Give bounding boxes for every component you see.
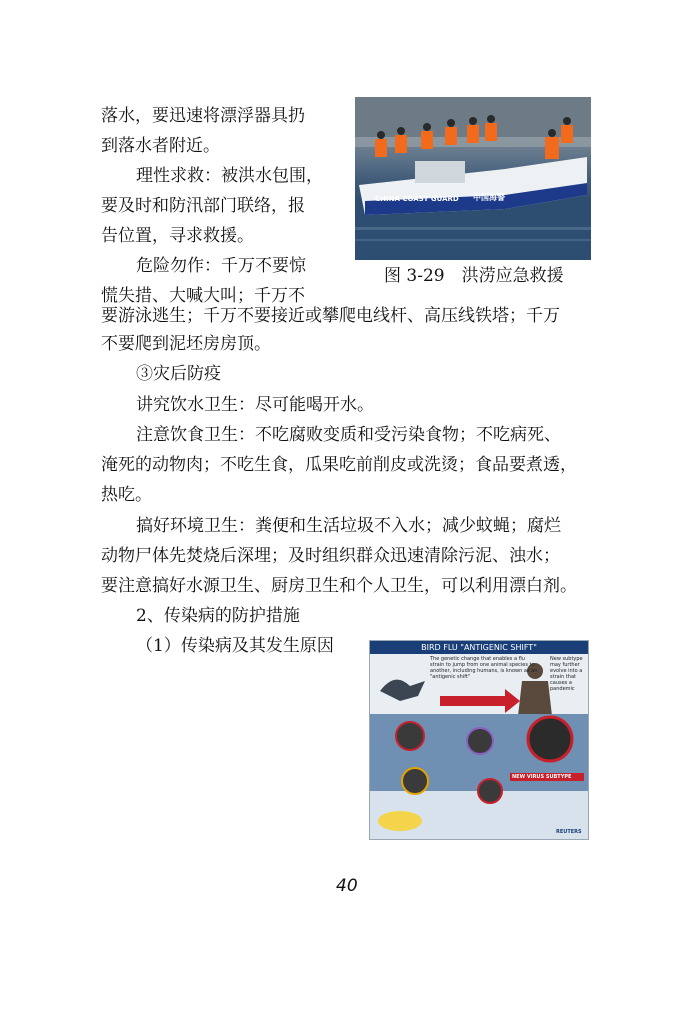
text-line: 讲究饮水卫生：尽可能喝开水。 <box>136 395 374 415</box>
text-line: 告位置，寻求救援。 <box>101 226 254 246</box>
text-line: 淹死的动物肉；不吃生食，瓜果吃前削皮或洗烫；食品要煮透， <box>101 455 577 475</box>
text-line: 不要爬到泥坯房房顶。 <box>101 334 271 354</box>
text-line: 理性求救：被洪水包围， <box>136 166 323 186</box>
text-line: 注意饮食卫生：不吃腐败变质和受污染食物；不吃病死、 <box>136 425 561 445</box>
text-line: 到落水者附近。 <box>101 136 220 156</box>
new-subtype-heading: NEW VIRUS SUBTYPE <box>512 774 572 780</box>
section-heading: （1）传染病及其发生原因 <box>136 636 334 656</box>
diagram-note: New subtype may further evolve into a strain that causes a pandemic <box>550 656 583 692</box>
diagram-intro: The genetic change that enables a flu strain to jump from one animal species to another, including humans, is known as an "antigenic shift" <box>430 656 538 680</box>
bird-flu-diagram <box>369 640 589 840</box>
section-heading: ③灾后防疫 <box>136 364 221 384</box>
text-line: 热吃。 <box>101 485 152 505</box>
figure-caption: 图 3-29 洪涝应急救援 <box>384 266 564 286</box>
text-line: 动物尸体先焚烧后深埋；及时组织群众迅速清除污泥、浊水； <box>101 546 560 566</box>
boat-hull-label: CHINA COAST GUARD <box>375 195 459 203</box>
text-line: 要游泳逃生；千万不要接近或攀爬电线杆、高压线铁塔；千万 <box>101 306 560 326</box>
text-line: 要及时和防汛部门联络，报 <box>101 196 305 216</box>
text-line: 搞好环境卫生：粪便和生活垃圾不入水；减少蚊蝇；腐烂 <box>136 516 561 536</box>
diagram-title: BIRD FLU "ANTIGENIC SHIFT" <box>370 641 588 654</box>
text-line: 落水，要迅速将漂浮器具扔 <box>101 106 305 126</box>
boat-illustration <box>355 97 591 260</box>
page-number: 40 <box>336 876 358 896</box>
text-line: 要注意搞好水源卫生、厨房卫生和个人卫生，可以利用漂白剂。 <box>101 576 577 596</box>
text-line: 危险勿作：千万不要惊 <box>136 256 306 276</box>
boat-hull-label-cn: 中国海警 <box>473 193 505 202</box>
text-line: 慌失措、大喊大叫；千万不 <box>101 286 305 306</box>
rescue-boat-photo <box>355 97 591 260</box>
diagram-credit: REUTERS <box>556 829 582 835</box>
section-heading: 2、传染病的防护措施 <box>136 606 300 626</box>
